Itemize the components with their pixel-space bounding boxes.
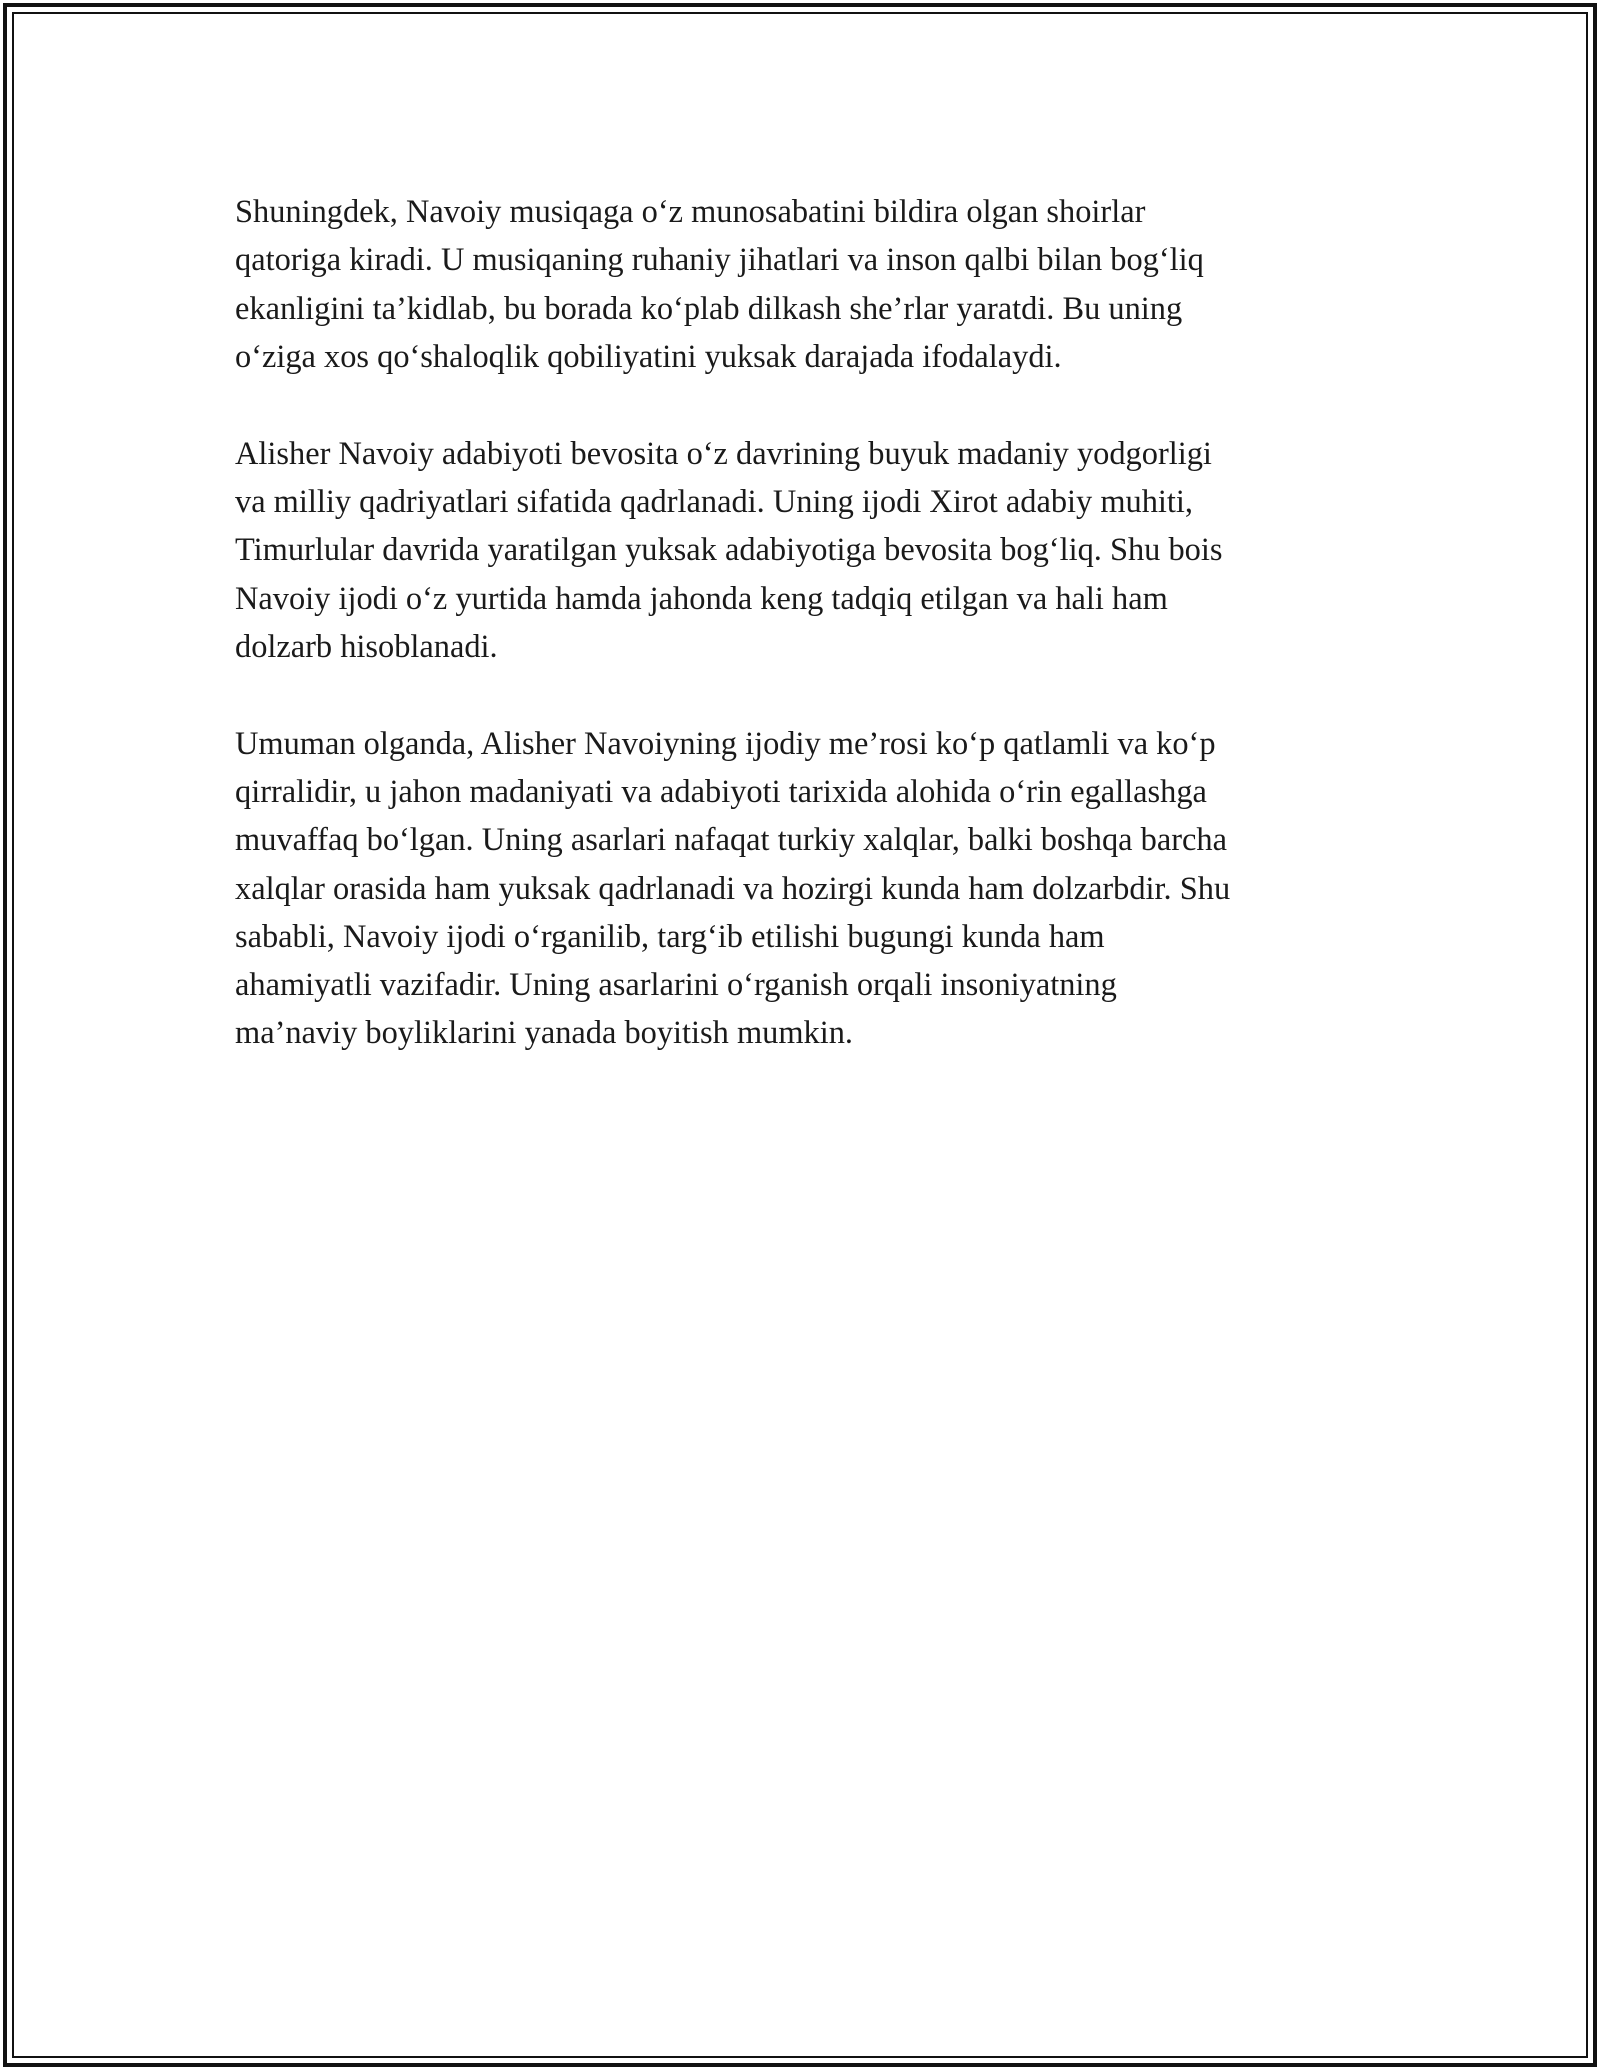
paragraph-2: [235, 430, 1385, 671]
text-line: qatoriga kiradi. U musiqaning ruhaniy jihatlari va inson qalbi bilan bog‘liq: [235, 242, 1204, 279]
text-line: qirralidir, u jahon madaniyati va adabiyoti tarixida alohida o‘rin egallashga: [235, 773, 1207, 810]
document-body: [235, 188, 1385, 1106]
text-line: Alisher Navoiy adabiyoti bevosita o‘z davrining buyuk madaniy yodgorligi: [235, 435, 1212, 472]
text-line: xalqlar orasida ham yuksak qadrlanadi va hozirgi kunda ham dolzarbdir. Shu: [235, 870, 1231, 907]
text-line: dolzarb hisoblanadi.: [235, 628, 498, 665]
paragraph-1: [235, 188, 1385, 381]
text-line: Timurlular davrida yaratilgan yuksak adabiyotiga bevosita bog‘liq. Shu bois: [235, 532, 1223, 569]
text-line: muvaffaq bo‘lgan. Uning asarlari nafaqat turkiy xalqlar, balki boshqa barcha: [235, 822, 1227, 859]
text-line: Umuman olganda, Alisher Navoiyning ijodiy me’rosi ko‘p qatlamli va ko‘p: [235, 725, 1216, 762]
text-line: va milliy qadriyatlari sifatida qadrlanadi. Uning ijodi Xirot adabiy muhiti,: [235, 483, 1194, 520]
text-line: sababli, Navoiy ijodi o‘rganilib, targ‘ib etilishi bugungi kunda ham: [235, 918, 1105, 955]
text-line: ma’naviy boyliklarini yanada boyitish mumkin.: [235, 1015, 854, 1052]
paragraph-3: [235, 720, 1385, 1058]
text-line: Shuningdek, Navoiy musiqaga o‘z munosabatini bildira olgan shoirlar: [235, 194, 1146, 230]
text-line: ekanligini ta’kidlab, bu borada ko‘plab dilkash she’rlar yaratdi. Bu uning: [235, 290, 1183, 327]
text-line: o‘ziga xos qo‘shaloqlik qobiliyatini yuksak darajada ifodalaydi.: [235, 338, 1062, 375]
text-line: Navoiy ijodi o‘z yurtida hamda jahonda keng tadqiq etilgan va hali ham: [235, 580, 1168, 617]
text-line: ahamiyatli vazifadir. Uning asarlarini o‘rganish orqali insoniyatning: [235, 967, 1117, 1004]
